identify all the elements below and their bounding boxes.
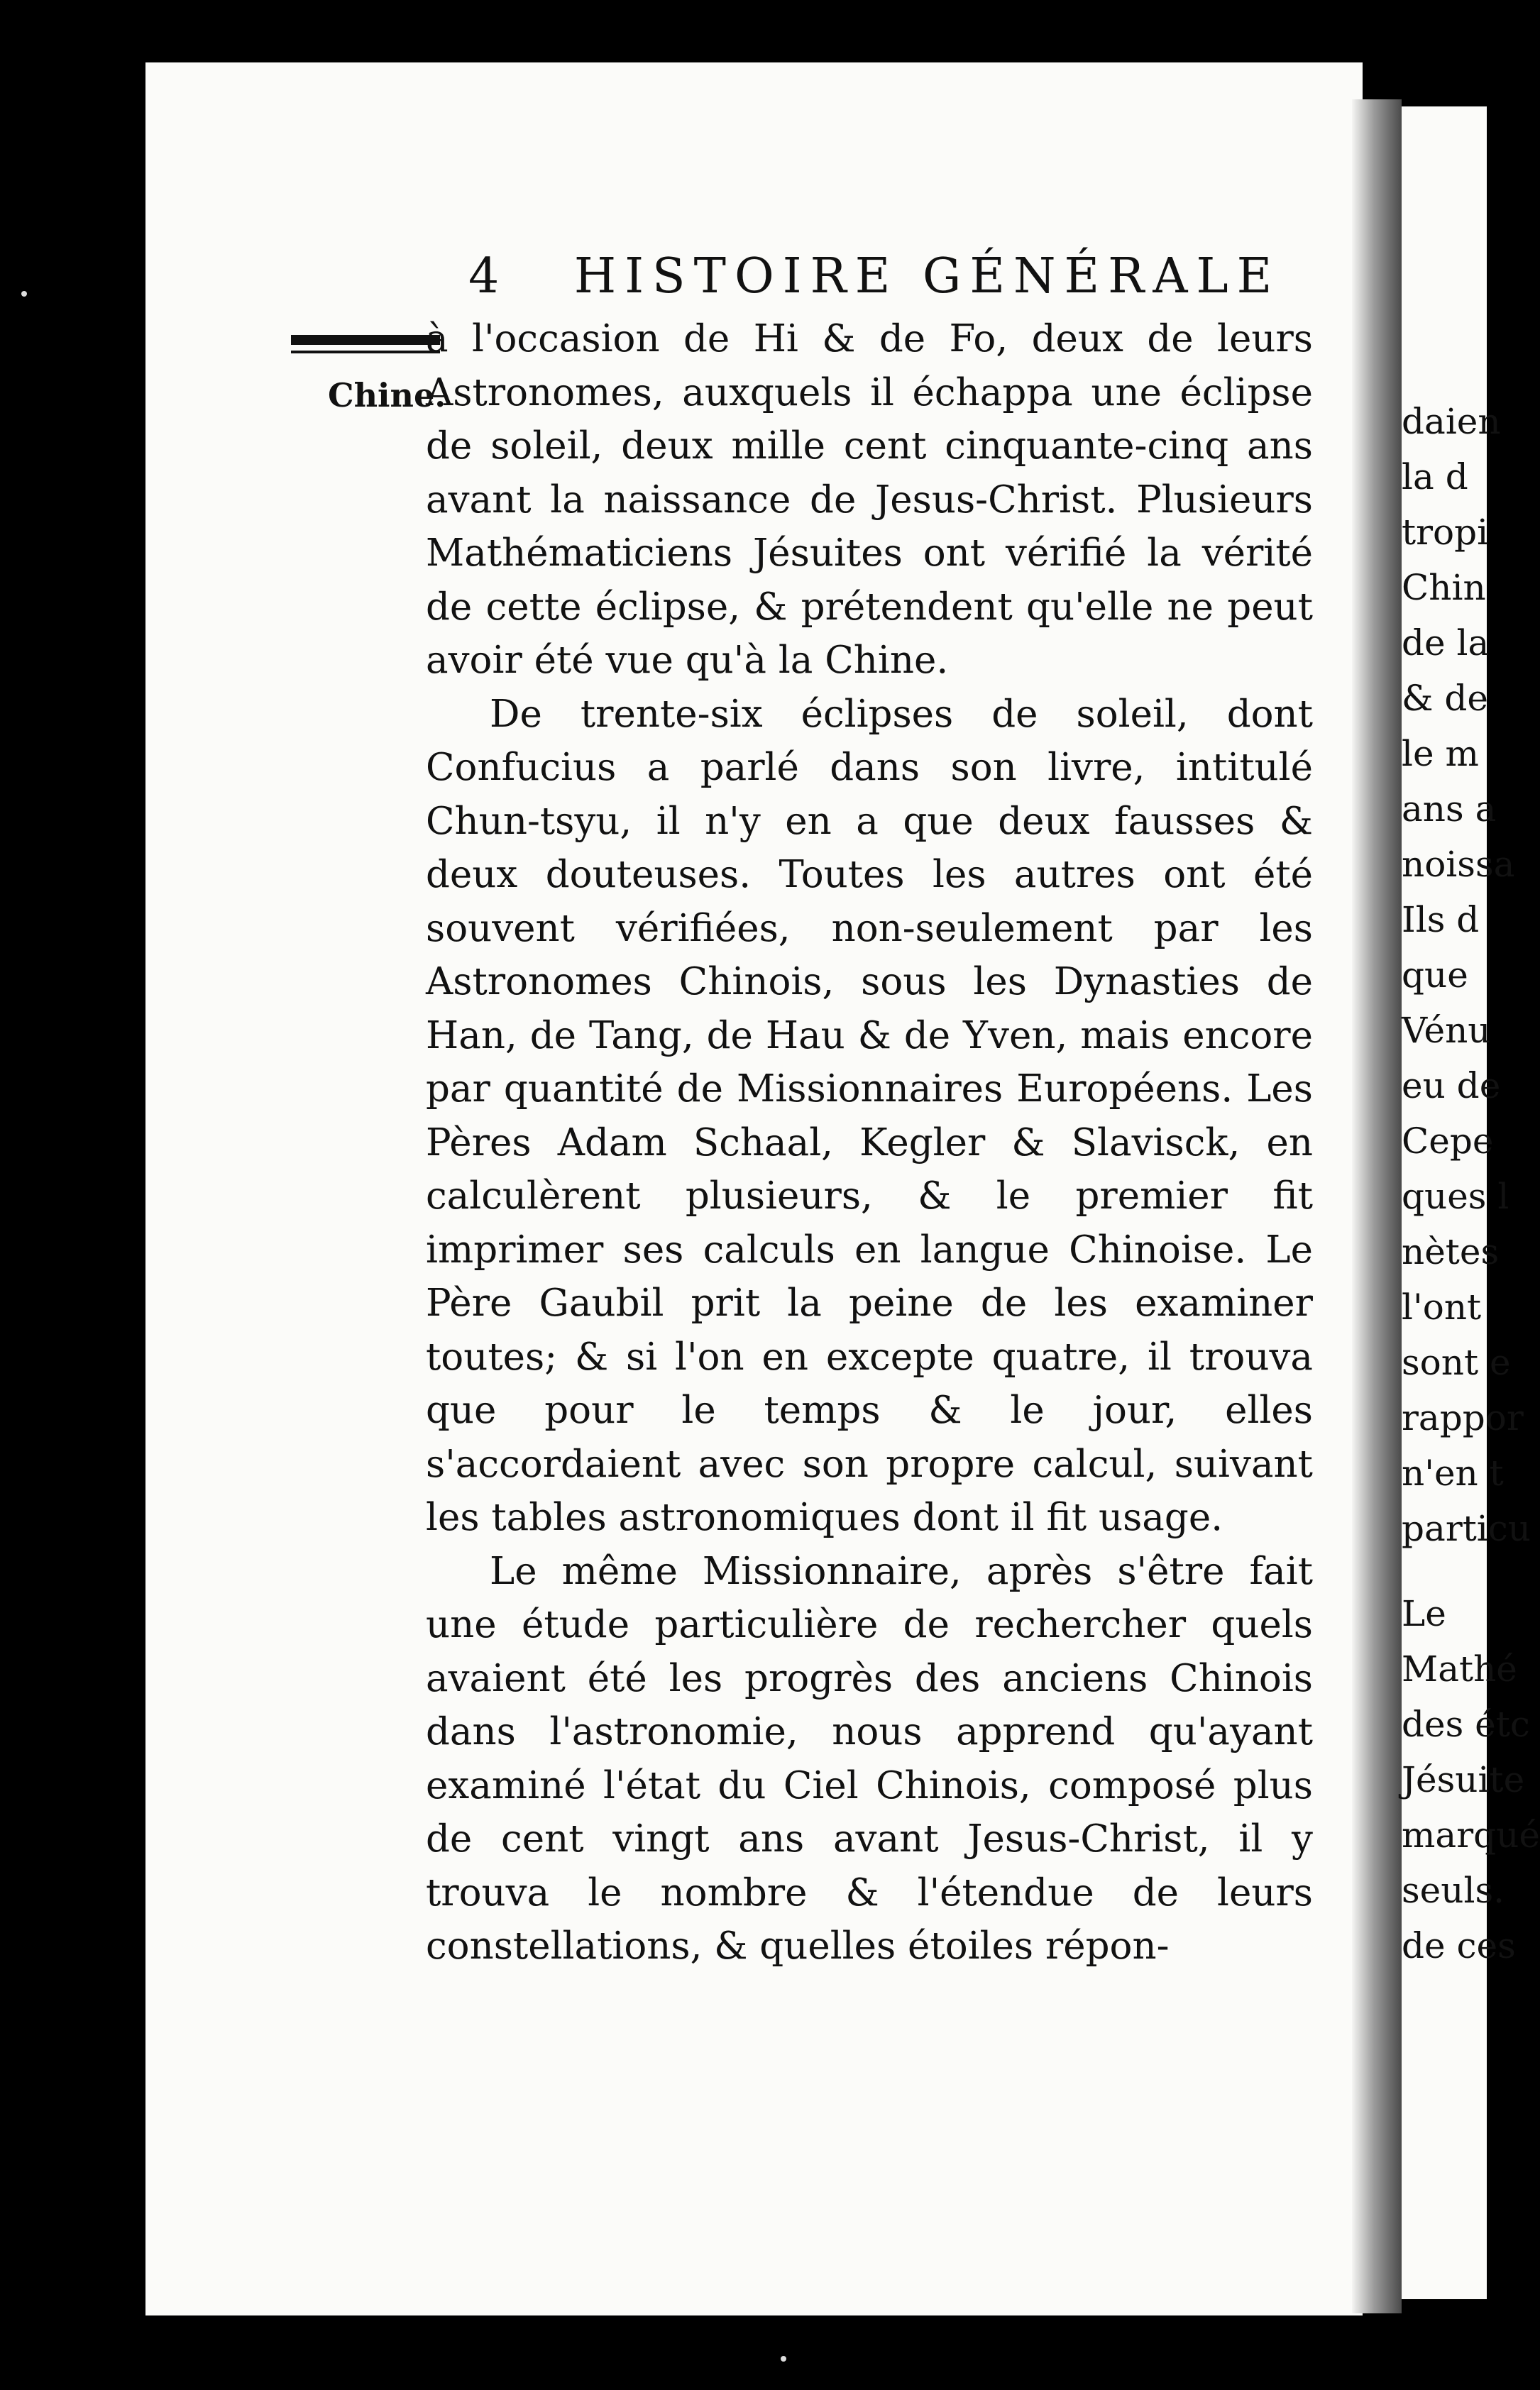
facing-line: que: [1402, 954, 1468, 996]
facing-page-text: [1402, 394, 1531, 1556]
facing-line: Mathé: [1402, 1648, 1517, 1690]
scan-speck: [21, 291, 27, 297]
facing-line: ans a: [1402, 788, 1497, 830]
facing-line: eu de: [1402, 1065, 1501, 1106]
facing-line: des étc: [1402, 1704, 1530, 1745]
facing-line: de ces: [1402, 1925, 1516, 1966]
facing-line: Le: [1402, 1593, 1446, 1634]
facing-line: tropi: [1402, 512, 1489, 553]
facing-line: l'ont: [1402, 1287, 1482, 1328]
facing-line: sont e: [1402, 1342, 1511, 1383]
facing-line: & de: [1402, 678, 1488, 719]
facing-line: marqué: [1402, 1814, 1540, 1856]
margin-note: Chine.: [328, 376, 446, 414]
ornamental-rule-thin: [291, 351, 440, 353]
body-text: [426, 312, 1313, 1973]
facing-line: le m: [1402, 733, 1479, 774]
paragraph-2: De trente-six éclipses de soleil, dont Confucius a parlé dans son livre, intitulé Chun-tsyu, il n'y en a que deux fausses & deux douteuses. Toutes les autres ont été souvent vérifiées, non-seulement par les Astronomes Chinois, sous les Dynasties de Han, de Tang, de Hau & de Yven, mais encore par quantité de Missionnaires Européens. Les Pères Adam Schaal, Kegler & Slavisck, en calculèrent plusieurs, & le premier fit imprimer ses calculs en langue Chinoise. Le Père Gaubil prit la peine de les examiner toutes; & si l'on en excepte quatre, il trouva que pour le temps & le jour, elles s'accordaient avec son propre calcul, suivant les tables astronomiques dont il fit usage.: [426, 692, 1313, 1539]
facing-line: n'en t: [1402, 1453, 1504, 1494]
ornamental-rule: [291, 335, 440, 345]
facing-line: Vénu: [1402, 1010, 1491, 1051]
facing-line: la d: [1402, 456, 1468, 497]
facing-line: daien: [1402, 401, 1501, 442]
facing-line: nètes: [1402, 1231, 1500, 1272]
running-header: [468, 248, 1280, 304]
paragraph-1: à l'occasion de Hi & de Fo, deux de leurs Astronomes, auxquels il échappa une éclipse de soleil, deux mille cent cinquante-cinq ans avant la naissance de Jesus-Christ. Plusieurs Mathématiciens Jésuites ont vérifié la vérité de cette éclipse, & prétendent qu'elle ne peut avoir été vue qu'à la Chine.: [426, 317, 1313, 682]
page-number: 4: [468, 248, 508, 304]
paragraph-3: Le même Missionnaire, après s'être fait une étude particulière de rechercher quels avaient été les progrès des anciens Chinois dans l'astronomie, nous apprend qu'ayant examiné l'état du Ciel Chinois, composé plus de cent vingt ans avant Jesus-Christ, il y trouva le nombre & l'étendue de leurs constellations, & quelles étoiles répon-: [426, 1549, 1313, 1968]
facing-line: ques l: [1402, 1176, 1509, 1217]
facing-line: seuls.: [1402, 1870, 1505, 1911]
facing-line: rappor: [1402, 1397, 1524, 1438]
facing-line: noissa: [1402, 844, 1515, 885]
book-spine: [1352, 99, 1402, 2313]
facing-line: de la: [1402, 622, 1490, 663]
facing-page-text-2: [1402, 1586, 1540, 1973]
scan-speck: [781, 2356, 786, 2362]
facing-line: particu: [1402, 1508, 1531, 1549]
running-title: HISTOIRE GÉNÉRALE: [573, 248, 1281, 304]
facing-line: Cepe: [1402, 1120, 1494, 1162]
facing-line: Jésuite: [1402, 1759, 1525, 1800]
facing-line: Chin: [1402, 567, 1486, 608]
facing-line: Ils d: [1402, 899, 1480, 940]
